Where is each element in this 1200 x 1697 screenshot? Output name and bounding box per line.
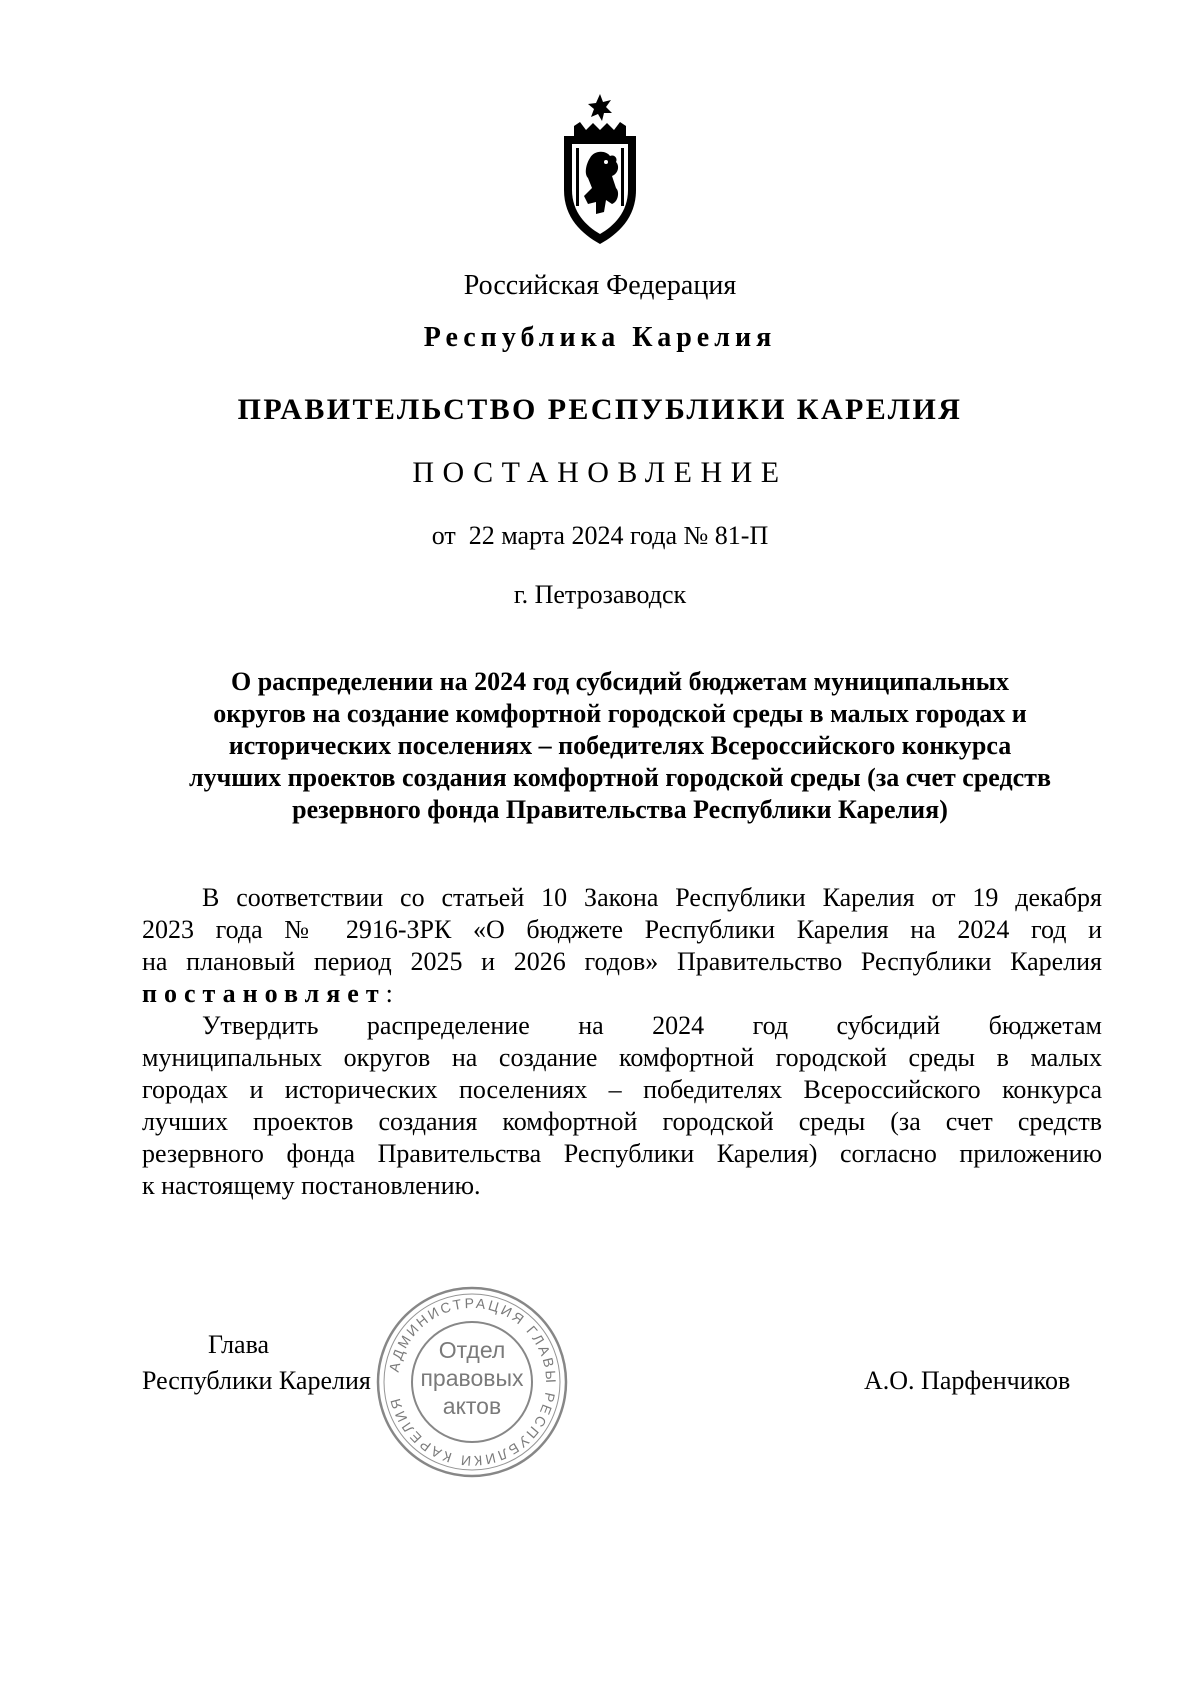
paragraph-line: 2023 года № 2916-ЗРК «О бюджете Республики Карелия на 2024 год и — [142, 915, 1102, 944]
signatory-name: А.О. Парфенчиков — [864, 1366, 1071, 1395]
document-city: г. Петрозаводск — [513, 580, 687, 609]
title-line: лучших проектов создания комфортной городской среды (за счет средств — [189, 763, 1051, 792]
karelia-coat-of-arms-icon — [560, 92, 640, 246]
signatory-title-line2: Республики Карелия — [142, 1366, 371, 1395]
stamp-line: правовых — [420, 1365, 524, 1391]
stamp-line: Отдел — [438, 1337, 506, 1363]
stamp-line: актов — [442, 1393, 502, 1419]
government-heading: ПРАВИТЕЛЬСТВО РЕСПУБЛИКИ КАРЕЛИЯ — [237, 393, 963, 426]
resolution-keyword: постановляет — [142, 979, 386, 1008]
resolution-keyword-line — [142, 978, 1102, 1010]
document-type: ПОСТАНОВЛЕНИЕ — [412, 456, 788, 489]
title-line: резервного фонда Правительства Республики Карелия) — [292, 795, 948, 824]
stamp-ring-text: АДМИНИСТРАЦИЯ ГЛАВЫ РЕСПУБЛИКИ КАРЕЛИЯ — [385, 1294, 560, 1470]
country-name: Российская Федерация — [463, 270, 737, 301]
paragraph-line: В соответствии со статьей 10 Закона Республики Карелия от 19 декабря — [202, 883, 1102, 912]
title-line: исторических поселениях – победителях Всероссийского конкурса — [228, 731, 1012, 760]
paragraph-line: лучших проектов создания комфортной городской среды (за счет средств — [142, 1107, 1102, 1136]
resolution-paragraph — [142, 1010, 1102, 1202]
document-title — [140, 666, 1100, 826]
paragraph-line: к настоящему постановлению. — [142, 1171, 481, 1200]
keyword-colon: : — [385, 979, 393, 1008]
paragraph-line: муниципальных округов на создание комфортной городской среды в малых — [142, 1043, 1102, 1072]
republic-name: Республика Карелия — [423, 322, 777, 353]
paragraph-line: городах и исторических поселениях – победителях Всероссийского конкурса — [142, 1075, 1102, 1104]
official-stamp — [372, 1282, 572, 1482]
paragraph-line: Утвердить распределение на 2024 год субсидий бюджетам — [202, 1011, 1102, 1040]
signatory-title-line1: Глава — [208, 1330, 270, 1359]
paragraph-line: на плановый период 2025 и 2026 годов» Правительство Республики Карелия — [142, 947, 1102, 976]
title-line: О распределении на 2024 год субсидий бюджетам муниципальных — [231, 667, 1009, 696]
document-date-number: от 22 марта 2024 года № 81-П — [431, 521, 769, 550]
paragraph-line: резервного фонда Правительства Республики Карелия) согласно приложению — [142, 1139, 1102, 1168]
title-line: округов на создание комфортной городской среды в малых городах и — [213, 699, 1027, 728]
preamble-paragraph — [142, 882, 1102, 1010]
